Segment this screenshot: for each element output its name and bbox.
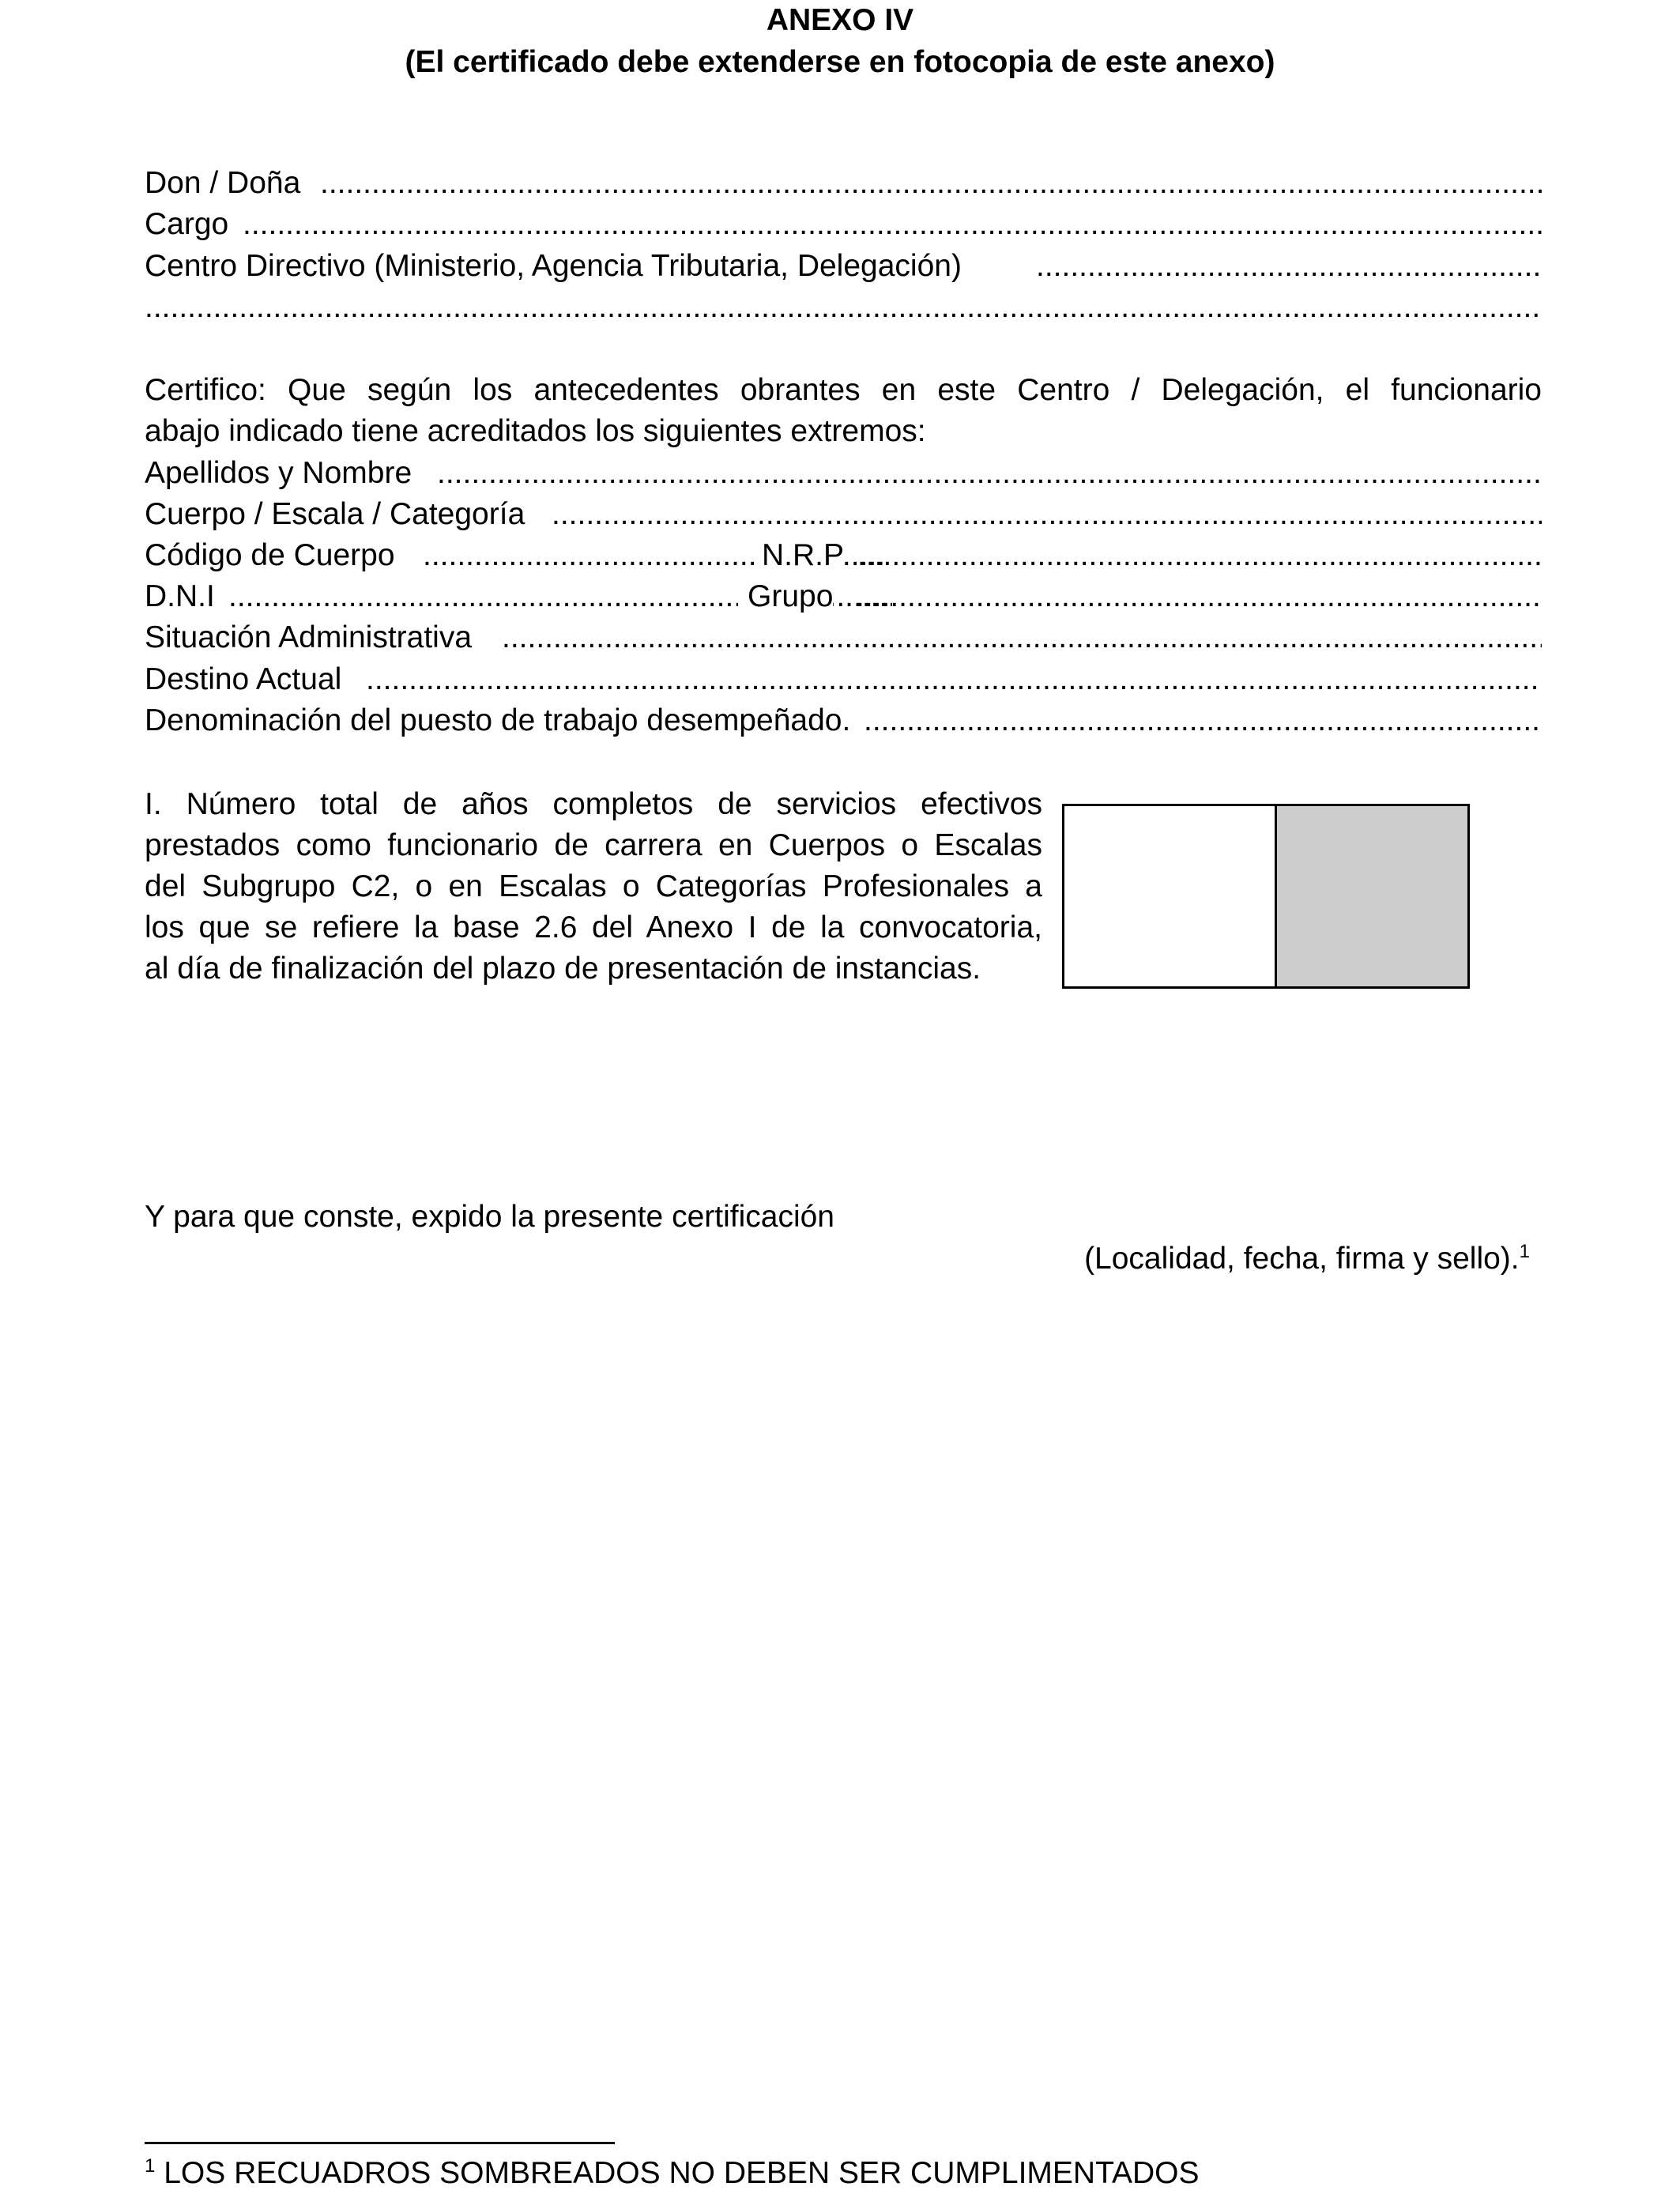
centro-directivo-label: Centro Directivo (Ministerio, Agencia Tributaria, Delegación): [145, 246, 962, 287]
closing-statement: Y para que conste, expido la presente certificación: [145, 1200, 834, 1234]
cargo-label: Cargo: [145, 204, 228, 245]
cuerpo-escala-line: [145, 494, 1542, 535]
cuerpo-escala-label: Cuerpo / Escala / Categoría: [145, 494, 525, 535]
section-i-line: al día de finalización del plazo de presentación de instancias.: [145, 952, 981, 986]
certifico-paragraph: [145, 370, 1542, 452]
codigo-nrp-line: [145, 535, 1542, 576]
section-i-line: I. Número total de años completos de servicios efectivos: [145, 787, 1042, 821]
apellidos-nombre-dots: [437, 453, 1542, 494]
section-i-paragraph: [145, 784, 1042, 990]
years-input-box: [1062, 804, 1470, 989]
denominacion-puesto-line: [145, 700, 1542, 741]
place-date-text: (Localidad, fecha, firma y sello).: [1084, 1242, 1520, 1276]
apellidos-nombre-line: [145, 453, 1542, 494]
don-dona-line: [145, 163, 1542, 204]
footnote-text: LOS RECUADROS SOMBREADOS NO DEBEN SER CUMPLIMENTADOS: [164, 2156, 1200, 2190]
section-i-line: del Subgrupo C2, o en Escalas o Categorías Profesionales a: [145, 869, 1042, 903]
shaded-cell: [1277, 806, 1467, 986]
denominacion-puesto-label: Denominación del puesto de trabajo desempeñado.: [145, 700, 850, 741]
annex-subtitle: (El certificado debe extenderse en fotocopia de este anexo): [405, 45, 1275, 79]
don-dona-label: Don / Doña: [145, 163, 300, 204]
nrp-label: N.R.P: [754, 535, 844, 576]
nrp-dots: [857, 535, 1542, 576]
destino-actual-dots: [366, 659, 1542, 700]
dni-label: D.N.I: [145, 576, 215, 617]
situacion-administrativa-line: [145, 617, 1542, 658]
footnote: [145, 2153, 1200, 2194]
dni-grupo-line: [145, 576, 1542, 617]
years-entry-cell[interactable]: [1064, 806, 1277, 986]
destino-actual-line: [145, 659, 1542, 700]
codigo-cuerpo-label: Código de Cuerpo: [145, 535, 395, 576]
footnote-separator: [145, 2142, 615, 2144]
section-i-line: los que se refiere la base 2.6 del Anexo I de la convocatoria,: [145, 910, 1042, 944]
denominacion-puesto-dots: [864, 700, 1542, 741]
centro-directivo-dots: [1036, 246, 1542, 287]
cargo-dots: [243, 204, 1542, 245]
section-i-line: prestados como funcionario de carrera en Cuerpos o Escalas: [145, 828, 1042, 862]
destino-actual-label: Destino Actual: [145, 659, 341, 700]
situacion-administrativa-dots: [502, 617, 1542, 658]
don-dona-dots: [320, 163, 1542, 204]
cargo-line: [145, 204, 1542, 245]
centro-directivo-continuation-dots: [145, 287, 1542, 328]
certifico-line: Certifico: Que según los antecedentes obrantes en este Centro / Delegación, el funcionario: [145, 373, 1542, 407]
grupo-label: Grupo: [738, 576, 833, 617]
centro-directivo-line: [145, 246, 1542, 287]
footnote-reference: 1: [1519, 1241, 1530, 1262]
situacion-administrativa-label: Situación Administrativa: [145, 617, 472, 658]
grupo-dots: [856, 576, 1542, 617]
footnote-number: 1: [145, 2155, 156, 2177]
apellidos-nombre-label: Apellidos y Nombre: [145, 453, 412, 494]
cuerpo-escala-dots: [552, 494, 1542, 535]
certifico-line: abajo indicado tiene acreditados los siguientes extremos:: [145, 414, 926, 448]
annex-title: ANEXO IV: [766, 3, 914, 37]
place-date-signature: [1084, 1238, 1530, 1280]
